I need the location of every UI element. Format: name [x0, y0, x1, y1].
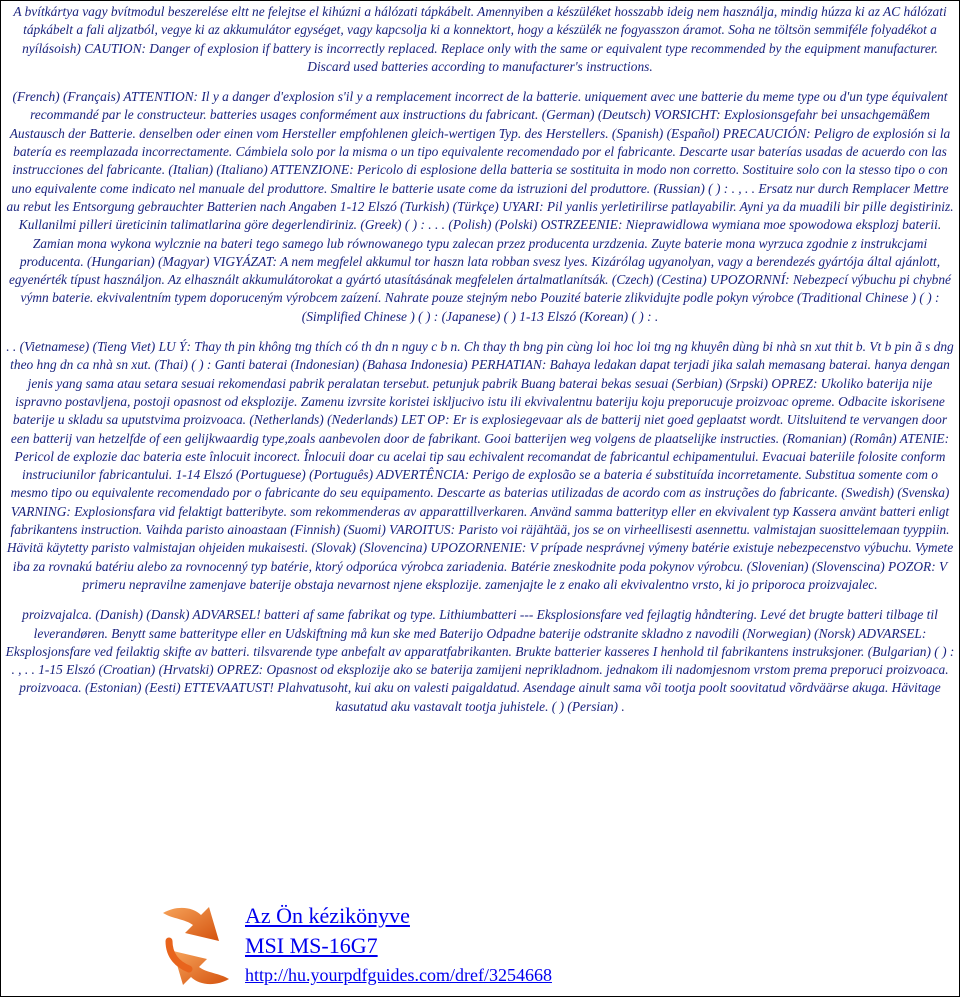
- paragraph-intro: A bvítkártya vagy bvítmodul beszerelése eltt ne felejtse el kihúzni a hálózati tápkábelt. Amennyiben a készüléket hosszabb ideig nem használja, mindig húzza ki az AC hálózati tápkábelt a fali aljzatból, vegye ki az akkumulátor egységet, vagy kapcsolja ki a konnektort, hogy a készülék ne fogyasszon áramot. Soha ne töltsön semmiféle folyadékot a nyílásoish) CAUTION: Danger of explosion if battery is incorrectly replaced. Replace only with the same or equivalent type recommended by the equipment manufacturer. Discard used batteries according to manufacturer's instructions.: [13, 4, 947, 74]
- manual-title-link[interactable]: Az Ön kézikönyve: [245, 903, 410, 928]
- orange-arrow-logo-icon: [159, 901, 233, 991]
- paragraph-warnings-3: proizvajalca. (Danish) (Dansk) ADVARSEL! batteri af same fabrikat og type. Lithiumbatteri --- Eksplosionsfare ved fejlagtig håndtering. Levé det brugte batteri tilbage til leverandøren. Benytt same batteritype eller en Udskiftning må kun ske med Baterijo Odpadne baterije odstranite skladno z navodili (Norwegian) (Norsk) ADVARSEL: Eksplosjonsfare ved feilaktig skifte av batteri. tilsvarende type anbefalt av apparatfabrikanten. Brukte batterier kasseres I henhold til fabrikantens instruksjoner. (Bulgarian) ( ) : . , . . 1-15 Elszó (Croatian) (Hrvatski) OPREZ: Opasnost od eksplozije ako se baterija zamijeni neprikladnom. jednakom ili nadomjesnom vrstom prema preporuci proizvoaca. proizvoaca. (Estonian) (Eesti) ETTEVAATUST! Plahvatusoht, kui aku on valesti paigaldatud. Asendage ainult sama või tootja poolt soovitatud võrdväärse akuga. Hävitage kasutatud aku vastavalt tootja juhistele. ( ) (Persian) .: [5, 607, 955, 714]
- paragraph-warnings-1: (French) (Français) ATTENTION: Il y a danger d'explosion s'il y a remplacement incorrect de la batterie. uniquement avec une batterie du meme type ou d'un type équivalent recommandé par le constructeur. batteries usages conformément aux instructions du fabricant. (German) (Deutsch) VORSICHT: Explosionsgefahr bei unsachgemäßem Austausch der Batterie. denselben oder einen vom Hersteller empfohlenen gleich-wertigen Typ. des Herstellers. (Spanish) (Español) PRECAUCIÓN: Peligro de explosión si la batería es reemplazada incorrectamente. Cámbiela solo por la misma o un tipo equivalente recomendado por el fabricante. Descarte usar baterías usadas de acuerdo con las instrucciones del fabricante. (Italian) (Italiano) ATTENZIONE: Pericolo di esplosione della batteria se sostituita in modo non corretto. Sostituire solo con la stesso tipo o con uno equivalente come indicato nel manuale del produttore. Smaltire le batterie usate come da istruzioni del produttore. (Russian) ( ) : . , . . Ersatz nur durch Remplacer Mettre au rebut les Entsorgung gebrauchter Batterien nach Angaben 1-12 Elszó (Turkish) (Türkçe) UYARI: Pil yanlis yerletirilirse patlayabilir. Ayni ya da muadili bir pille degistiriniz. Kullanilmi pilleri üreticinin talimatlarina göre degerlendiriniz. (Greek) ( ) : . . . (Polish) (Polski) OSTRZEENIE: Nieprawidlowa wymiana moe spowodowa eksplozj baterii. Zamian mona wykona wylcznie na bateri tego samego lub równowanego typu zalecan przez producenta urzdzenia. Zuyte baterie mona wyrzuca zgodnie z instrukcjami producenta. (Hungarian) (Magyar) VIGYÁZAT: A nem megfelel akkumul tor haszn lata robban svesz lyes. Kizárólag ugyanolyan, vagy a berendezés gyártója által ajánlott, egyenérték típust használjon. Az elhasznált akkumulátorokat a gyártó utasításának megfelelen ártalmatlanítsák. (Czech) (Cestina) UPOZORNNÍ: Nebezpecí výbuchu pi chybné výmn baterie. ekvivalentním typem doporuceným výrobcem zaízení. Nahrate pouze stejným nebo Pouzité baterie zlikvidujte podle pokyn výrobce (Traditional Chinese ) ( ) : (Simplified Chinese ) ( ) : (Japanese) ( ) 1-13 Elszó (Korean) ( ) : .: [6, 89, 954, 324]
- footer: [159, 899, 919, 995]
- guide-url-link[interactable]: http://hu.yourpdfguides.com/dref/3254668: [245, 965, 552, 985]
- footer-links: [245, 901, 552, 989]
- body-text: [4, 3, 956, 716]
- model-link[interactable]: MSI MS-16G7: [245, 933, 378, 958]
- paragraph-warnings-2: . . (Vietnamese) (Tieng Viet) LU Ý: Thay th pin không tng thích có th dn n nguy c b n. Ch thay th bng pin cùng loi hoc loi tng ng khuyên dùng bi nhà sn xut thit b. Vt b pin ã s dng theo hng dn ca nhà sn xut. (Thai) ( ) : Ganti baterai (Indonesian) (Bahasa Indonesia) PERHATIAN: Bahaya ledakan dapat terjadi jika salah memasang baterai. hanya dengan jenis yang sama atau setara sesuai rekomendasi pabrik peralatan tersebut. petunjuk pabrik Buang baterai bekas sesuai (Serbian) (Srpski) OPREZ: Ukoliko baterija nije ispravno postavljena, postoji opasnost od eksplozije. Zamenu izvrsite koristei iskljucivo istu ili ekvivalentnu bateriju koju preporucuje proizvoac opreme. Odbacite iskorisene baterije u skladu sa uputstvima proizvoaca. (Netherlands) (Nederlands) LET OP: Er is explosiegevaar als de batterij niet goed geplaatst wordt. Uitsluitend te vervangen door een batterij van hetzelfde of een gelijkwaardig type,zoals aanbevolen door de fabrikant. Gooi batterijen weg volgens de plaatselijke instructies. (Romanian) (Român) ATENIE: Pericol de explozie dac bateria este înlocuit incorect. Înlocuii doar cu acelai tip sau echivalent recomandat de fabricantul echipamentului. Evacuai bateriile folosite conform instruciunilor fabricantului. 1-14 Elszó (Portuguese) (Português) ADVERTÊNCIA: Perigo de explosão se a bateria é substituída incorretamente. Substitua somente com o mesmo tipo ou equivalente recomendado por o fabricante do seu equipamento. Descarte as baterias utilizadas de acordo com as instruções do fabricante. (Swedish) (Svenska) VARNING: Explosionsfara vid felaktigt batteribyte. som rekommenderas av apparattillverkaren. Använd samma batterityp eller en ekvivalent typ Kassera använt batteri enligt fabrikantens instruction. Vaihda paristo ainoastaan (Finnish) (Suomi) VAROITUS: Paristo voi räjähtää, jos se on virheellisesti asennettu. valmistajan suosittelemaan tyyppiin. Hävitä käytetty paristo valmistajan ohjeiden mukaisesti. (Slovak) (Slovencina) UPOZORNENIE: V prípade nesprávnej výmeny batérie existuje nebezpecenstvo výbuchu. Vymete iba za rovnakú batériu alebo za rovnocenný typ batérie, ktorý odporúca výrobca zariadenia. Batérie zneskodnite poda pokynov výrobcu. (Slovenian) (Slovenscina) POZOR: V primeru nepravilne zamenjave baterije obstaja nevarnost njene eksplozije. zamenjajte le z enako ali ekvivalentno vrsto, ki jo priporoca proizvajalec.: [6, 339, 954, 592]
